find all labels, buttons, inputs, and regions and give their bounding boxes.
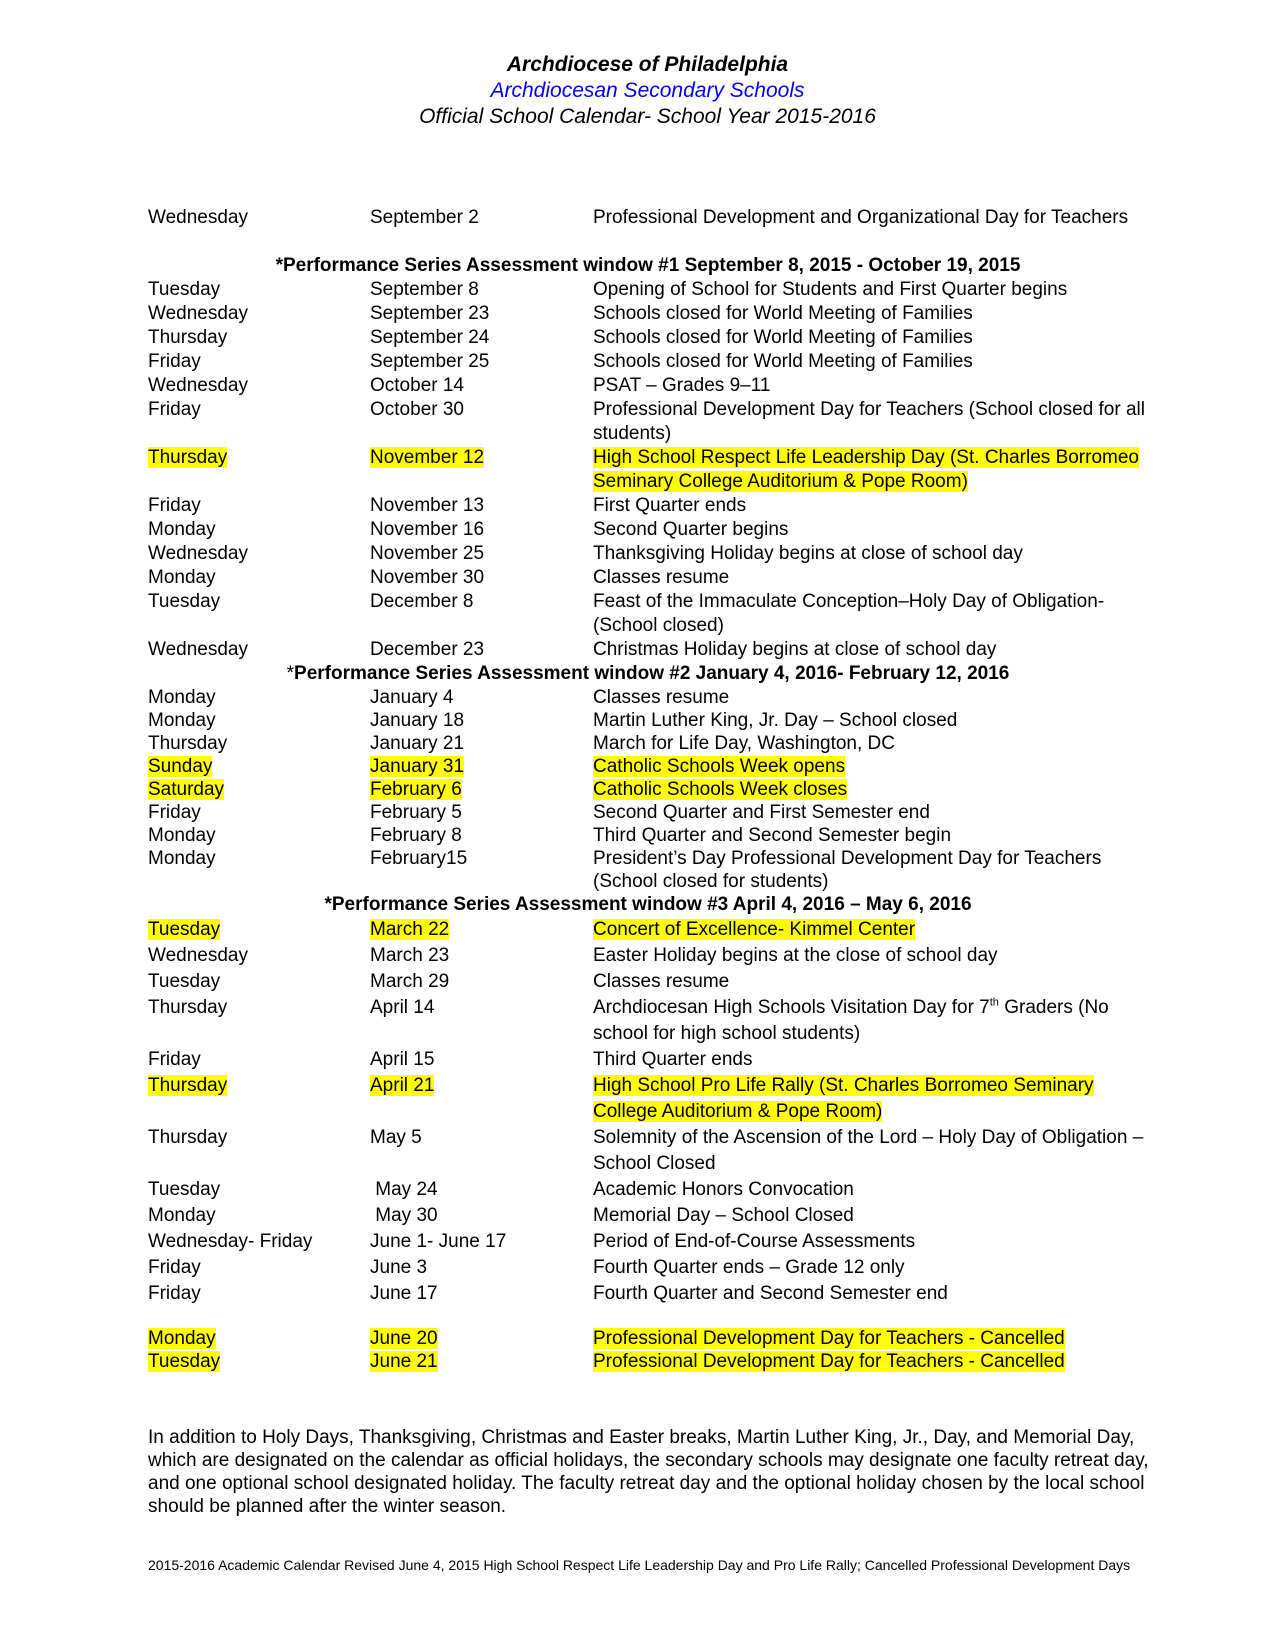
event-date: February 8 [370, 825, 462, 846]
event-description: Fourth Quarter and Second Semester end [593, 1283, 948, 1304]
day-cell [148, 494, 201, 518]
event-date: November 12 [370, 447, 485, 468]
assessment-window-banner: *Performance Series Assessment window #3 April 4, 2016 – May 6, 2016 [324, 894, 972, 915]
date-cell [370, 326, 489, 350]
event-date: February15 [370, 848, 468, 869]
day-cell [148, 755, 212, 778]
event-cell [593, 1350, 1148, 1373]
day-name: Thursday [148, 733, 228, 754]
calendar-row [148, 1255, 1148, 1281]
date-cell [370, 686, 453, 709]
date-cell [370, 494, 484, 518]
calendar-row [148, 1229, 1148, 1255]
date-cell [370, 542, 484, 566]
calendar-row [148, 1125, 1148, 1177]
event-date: September 8 [370, 279, 479, 300]
event-cell [593, 1281, 1148, 1307]
event-description: Christmas Holiday begins at close of school day [593, 639, 997, 660]
event-description: Schools closed for World Meeting of Families [593, 327, 973, 348]
day-name: Thursday [148, 327, 228, 348]
date-cell [370, 374, 464, 398]
calendar-row [148, 590, 1148, 638]
calendar-row [148, 1177, 1148, 1203]
day-name: Thursday [148, 997, 228, 1018]
event-cell [593, 1229, 1148, 1255]
calendar-row [148, 755, 1148, 778]
day-cell [148, 995, 227, 1021]
day-cell [148, 686, 216, 709]
date-cell [370, 778, 462, 801]
event-cell [593, 278, 1148, 302]
day-name: Wednesday- Friday [148, 1231, 313, 1252]
day-cell [148, 542, 248, 566]
event-description: Classes resume [593, 687, 730, 708]
calendar-row [148, 446, 1148, 494]
day-name: Friday [148, 495, 201, 516]
event-description: High School Pro Life Rally (St. Charles Borromeo Seminary College Auditorium & Pope Room) [593, 1075, 1094, 1122]
event-cell [593, 350, 1148, 374]
event-cell [593, 638, 1148, 662]
day-name: Thursday [148, 447, 228, 468]
day-cell [148, 1281, 201, 1307]
day-cell [148, 590, 220, 614]
event-date: May 24 [370, 1179, 438, 1200]
day-name: Tuesday [148, 591, 221, 612]
day-name: Friday [148, 802, 201, 823]
day-cell [148, 1350, 220, 1373]
event-date: May 5 [370, 1127, 422, 1148]
date-cell [370, 847, 467, 870]
row-spacer [148, 1307, 1148, 1327]
event-date: November 25 [370, 543, 485, 564]
date-cell [370, 1203, 438, 1229]
event-date: June 17 [370, 1283, 438, 1304]
calendar-row [148, 847, 1148, 893]
calendar-row [148, 278, 1148, 302]
assessment-window-banner: *Performance Series Assessment window #1 September 8, 2015 - October 19, 2015 [275, 255, 1021, 276]
day-cell [148, 1125, 227, 1151]
date-cell [370, 1047, 434, 1073]
calendar-row [148, 638, 1148, 662]
event-date: April 21 [370, 1075, 435, 1096]
event-cell [593, 590, 1148, 638]
day-cell [148, 1229, 312, 1255]
ordinal-suffix: th [989, 996, 999, 1009]
event-cell [593, 943, 1148, 969]
date-cell [370, 969, 449, 995]
event-date: November 30 [370, 567, 485, 588]
calendar-row [148, 518, 1148, 542]
date-cell [370, 709, 464, 732]
event-description: Martin Luther King, Jr. Day – School closed [593, 710, 958, 731]
event-date: September 23 [370, 303, 490, 324]
day-name: Monday [148, 687, 216, 708]
day-name: Wednesday [148, 945, 248, 966]
day-name: Friday [148, 351, 201, 372]
calendar-title: Official School Calendar- School Year 2015-2016 [419, 105, 876, 128]
date-cell [370, 1073, 434, 1125]
event-cell [593, 302, 1148, 326]
day-cell [148, 801, 201, 824]
date-cell [370, 801, 462, 824]
calendar-row [148, 778, 1148, 801]
holiday-note: In addition to Holy Days, Thanksgiving, Christmas and Easter breaks, Martin Luther King, Jr., Day, and Memorial Day, which are designated on the calendar as official holidays, the secondary schools may designate one faculty retreat day, and one optional school designated holiday. The faculty retreat day and the optional holiday chosen by the local school should be planned after the winter season. [148, 1427, 1149, 1517]
date-cell [370, 824, 462, 847]
event-description: Third Quarter and Second Semester begin [593, 825, 952, 846]
day-cell [148, 1073, 227, 1125]
day-cell [148, 206, 248, 230]
day-name: Wednesday [148, 639, 248, 660]
day-cell [148, 566, 216, 590]
event-cell [593, 206, 1148, 230]
event-cell [593, 969, 1148, 995]
event-cell [593, 847, 1148, 893]
day-name: Tuesday [148, 279, 221, 300]
event-date: April 14 [370, 997, 435, 1018]
event-date: May 30 [370, 1205, 438, 1226]
calendar-row [148, 350, 1148, 374]
date-cell [370, 590, 474, 614]
date-cell [370, 1177, 438, 1203]
event-cell [593, 374, 1148, 398]
day-cell [148, 638, 248, 662]
event-description: Second Quarter and First Semester end [593, 802, 930, 823]
date-cell [370, 566, 484, 590]
calendar-row [148, 686, 1148, 709]
event-description: Classes resume [593, 567, 730, 588]
event-description: Concert of Excellence- Kimmel Center [593, 919, 916, 940]
day-name: Sunday [148, 756, 213, 777]
event-description: Memorial Day – School Closed [593, 1205, 854, 1226]
date-cell [370, 755, 464, 778]
event-date: December 8 [370, 591, 474, 612]
event-date: January 18 [370, 710, 465, 731]
event-description: Solemnity of the Ascension of the Lord – Holy Day of Obligation – School Closed [593, 1127, 1144, 1174]
event-cell [593, 326, 1148, 350]
event-description: Archdiocesan High Schools Visitation Day for 7th Graders (No school for high school students) [593, 996, 1109, 1044]
calendar-row [148, 494, 1148, 518]
event-description: Catholic Schools Week closes [593, 779, 848, 800]
event-description: Schools closed for World Meeting of Families [593, 303, 973, 324]
event-description: Feast of the Immaculate Conception–Holy Day of Obligation- (School closed) [593, 591, 1105, 636]
revision-footer: 2015-2016 Academic Calendar Revised June 4, 2015 High School Respect Life Leadership Day and Pro Life Rally; Cancelled Professional Development Days [148, 1557, 1131, 1573]
day-cell [148, 732, 227, 755]
date-cell [370, 350, 489, 374]
event-cell [593, 542, 1148, 566]
event-description: Professional Development and Organizational Day for Teachers [593, 207, 1129, 228]
calendar-row [148, 302, 1148, 326]
day-name: Wednesday [148, 375, 248, 396]
calendar-row [148, 374, 1148, 398]
event-cell [593, 566, 1148, 590]
event-cell [593, 1047, 1148, 1073]
document-header [0, 52, 1275, 130]
calendar-row [148, 1073, 1148, 1125]
calendar-row [148, 969, 1148, 995]
event-cell [593, 824, 1148, 847]
calendar-row [148, 542, 1148, 566]
date-cell [370, 1350, 438, 1373]
day-name: Monday [148, 567, 216, 588]
date-cell [370, 1229, 506, 1255]
calendar-row [148, 732, 1148, 755]
event-description: Catholic Schools Week opens [593, 756, 846, 777]
day-cell [148, 778, 224, 801]
day-name: Friday [148, 1049, 201, 1070]
event-date: January 31 [370, 756, 465, 777]
calendar-row [148, 824, 1148, 847]
day-name: Thursday [148, 1075, 228, 1096]
date-cell [370, 398, 464, 422]
day-cell [148, 350, 201, 374]
event-cell [593, 1327, 1148, 1350]
document-title: Archdiocese of Philadelphia [506, 53, 789, 76]
calendar-row [148, 1203, 1148, 1229]
event-cell [593, 709, 1148, 732]
date-cell [370, 732, 464, 755]
calendar-row [148, 206, 1148, 254]
event-description: Academic Honors Convocation [593, 1179, 854, 1200]
event-date: November 13 [370, 495, 485, 516]
event-cell [593, 1125, 1148, 1177]
date-cell [370, 943, 449, 969]
event-cell [593, 1203, 1148, 1229]
calendar-row [148, 801, 1148, 824]
event-cell [593, 494, 1148, 518]
calendar-row [148, 995, 1148, 1047]
day-cell [148, 398, 201, 422]
event-date: September 2 [370, 207, 479, 228]
day-cell [148, 709, 216, 732]
event-date: November 16 [370, 519, 485, 540]
day-cell [148, 302, 248, 326]
calendar-row [148, 917, 1148, 943]
calendar-row [148, 943, 1148, 969]
event-date: October 14 [370, 375, 464, 396]
event-cell [593, 917, 1148, 943]
day-cell [148, 1327, 216, 1350]
event-cell [593, 732, 1148, 755]
day-cell [148, 446, 227, 494]
event-date: September 24 [370, 327, 490, 348]
assessment-window-banner [148, 662, 1148, 686]
event-date: June 21 [370, 1351, 438, 1372]
date-cell [370, 446, 484, 494]
calendar-row [148, 326, 1148, 350]
calendar-row [148, 1327, 1148, 1350]
event-date: February 5 [370, 802, 462, 823]
calendar-row [148, 398, 1148, 446]
day-name: Wednesday [148, 303, 248, 324]
day-name: Tuesday [148, 1351, 221, 1372]
event-description: Second Quarter begins [593, 519, 789, 540]
day-name: Monday [148, 848, 216, 869]
event-date: March 23 [370, 945, 450, 966]
day-cell [148, 824, 216, 847]
event-date: March 22 [370, 919, 450, 940]
day-name: Monday [148, 519, 216, 540]
day-cell [148, 518, 216, 542]
event-description: PSAT – Grades 9–11 [593, 375, 771, 396]
event-date: September 25 [370, 351, 490, 372]
day-cell [148, 847, 216, 870]
day-name: Monday [148, 825, 216, 846]
banner-asterisk: * [286, 663, 295, 684]
day-name: Friday [148, 399, 201, 420]
day-name: Monday [148, 1205, 216, 1226]
calendar-row [148, 1281, 1148, 1307]
day-name: Wednesday [148, 543, 248, 564]
day-name: Monday [148, 1328, 216, 1349]
day-cell [148, 326, 227, 350]
event-date: March 29 [370, 971, 450, 992]
event-date: January 4 [370, 687, 454, 708]
date-cell [370, 638, 484, 662]
event-cell [593, 995, 1148, 1047]
event-description: Classes resume [593, 971, 730, 992]
event-description: Professional Development Day for Teachers - Cancelled [593, 1328, 1065, 1349]
event-cell [593, 518, 1148, 542]
event-description: Period of End-of-Course Assessments [593, 1231, 916, 1252]
day-cell [148, 1177, 220, 1203]
event-cell [593, 1073, 1148, 1125]
calendar-row [148, 1047, 1148, 1073]
event-date: December 23 [370, 639, 485, 660]
banner-text: Performance Series Assessment window #2 January 4, 2016- February 12, 2016 [294, 663, 1010, 684]
event-description: First Quarter ends [593, 495, 747, 516]
day-name: Tuesday [148, 971, 221, 992]
day-name: Wednesday [148, 207, 248, 228]
event-description: Third Quarter ends [593, 1049, 753, 1070]
date-cell [370, 1255, 427, 1281]
day-cell [148, 374, 248, 398]
day-name: Friday [148, 1283, 201, 1304]
event-description: High School Respect Life Leadership Day (St. Charles Borromeo Seminary College Auditorium & Pope Room) [593, 447, 1139, 492]
day-name: Monday [148, 710, 216, 731]
date-cell [370, 1327, 438, 1350]
date-cell [370, 278, 479, 302]
date-cell [370, 302, 489, 326]
day-name: Thursday [148, 1127, 228, 1148]
date-cell [370, 917, 449, 943]
event-description: Fourth Quarter ends – Grade 12 only [593, 1257, 905, 1278]
day-cell [148, 917, 220, 943]
date-cell [370, 518, 484, 542]
day-cell [148, 278, 220, 302]
day-name: Friday [148, 1257, 201, 1278]
event-description: Professional Development Day for Teachers - Cancelled [593, 1351, 1065, 1372]
day-name: Saturday [148, 779, 225, 800]
event-description: Schools closed for World Meeting of Families [593, 351, 973, 372]
calendar-row [148, 566, 1148, 590]
day-cell [148, 943, 248, 969]
date-cell [370, 1281, 438, 1307]
day-name: Tuesday [148, 919, 221, 940]
event-description: Opening of School for Students and First Quarter begins [593, 279, 1068, 300]
document-subtitle: Archdiocesan Secondary Schools [490, 79, 805, 102]
day-cell [148, 969, 220, 995]
event-description: Easter Holiday begins at the close of school day [593, 945, 998, 966]
event-date: June 20 [370, 1328, 438, 1349]
event-description: President’s Day Professional Development Day for Teachers (School closed for students) [593, 848, 1102, 892]
calendar-row [148, 1350, 1148, 1373]
event-cell [593, 801, 1148, 824]
event-description: March for Life Day, Washington, DC [593, 733, 895, 754]
event-date: February 6 [370, 779, 462, 800]
event-cell [593, 1255, 1148, 1281]
day-cell [148, 1255, 201, 1281]
date-cell [370, 206, 479, 230]
event-date: April 15 [370, 1049, 435, 1070]
event-date: June 3 [370, 1257, 428, 1278]
event-description: Professional Development Day for Teachers (School closed for all students) [593, 399, 1145, 444]
event-cell [593, 778, 1148, 801]
event-cell [593, 398, 1148, 446]
calendar-table [148, 206, 1148, 1373]
day-cell [148, 1047, 201, 1073]
event-date: October 30 [370, 399, 464, 420]
event-cell [593, 755, 1148, 778]
date-cell [370, 1125, 422, 1151]
day-name: Tuesday [148, 1179, 221, 1200]
event-date: January 21 [370, 733, 465, 754]
date-cell [370, 995, 434, 1021]
calendar-row [148, 709, 1148, 732]
event-cell [593, 446, 1148, 494]
event-description: Thanksgiving Holiday begins at close of school day [593, 543, 1023, 564]
day-cell [148, 1203, 216, 1229]
event-date: June 1- June 17 [370, 1231, 507, 1252]
event-cell [593, 686, 1148, 709]
event-cell [593, 1177, 1148, 1203]
